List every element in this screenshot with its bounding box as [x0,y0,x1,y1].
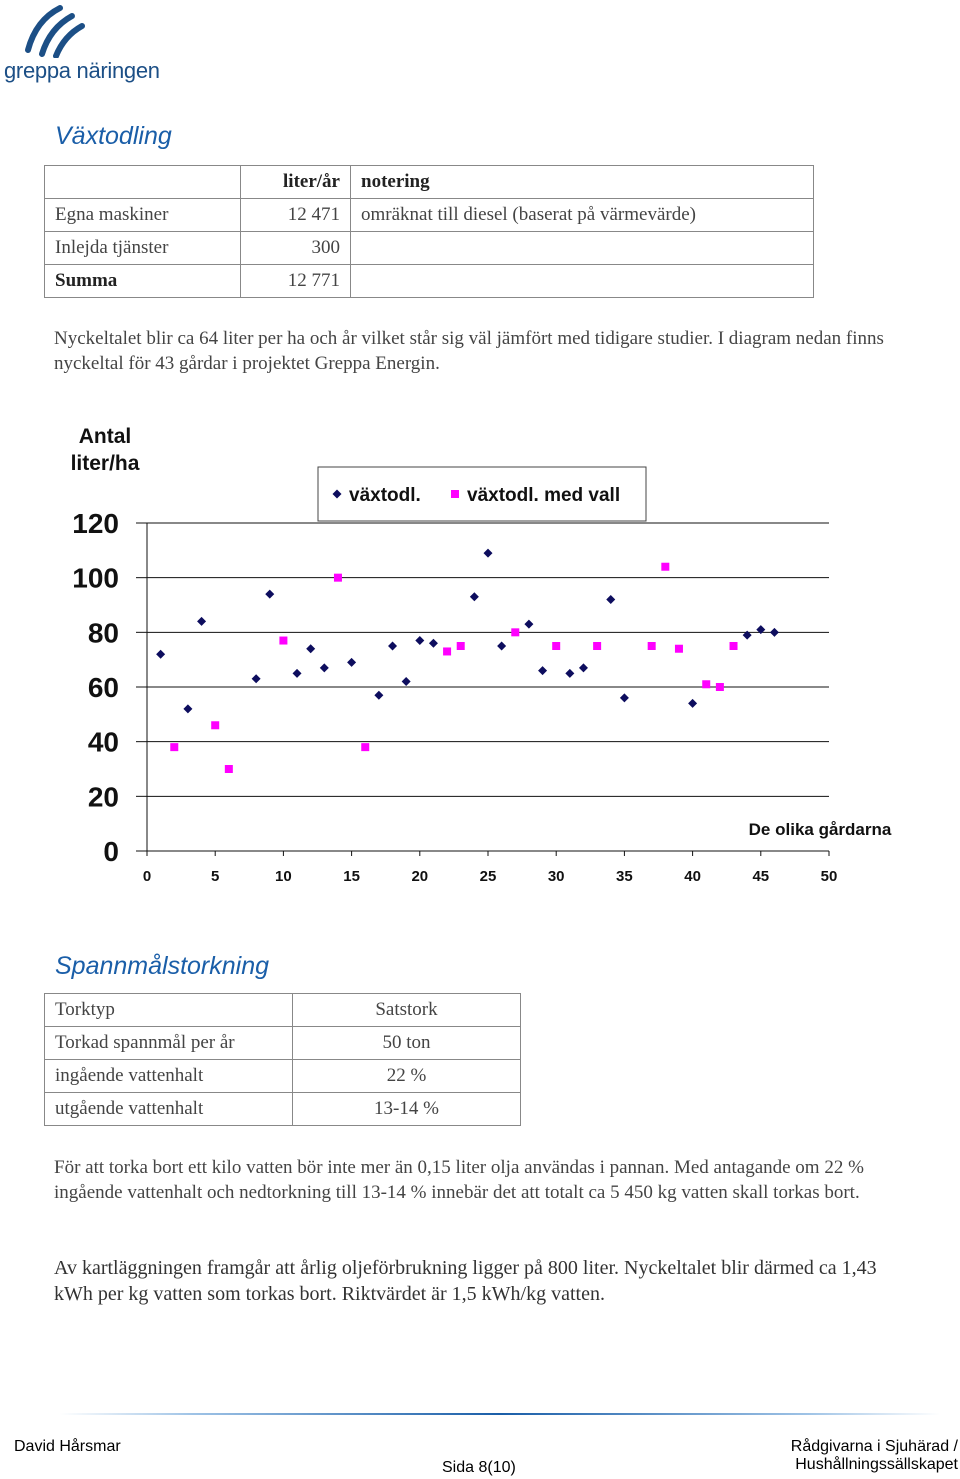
data-point-diamond [156,650,165,659]
y-axis-label: Antal [78,425,132,448]
data-point-square [648,642,656,650]
vaxtodling-table [44,165,814,298]
table-cell: 12 471 [241,199,351,232]
table-cell: Summa [45,265,241,298]
y-tick-label: 0 [103,836,119,867]
table-cell: 13-14 % [293,1093,521,1126]
data-point-diamond [484,549,493,558]
data-point-diamond [197,617,206,626]
table-cell: utgående vattenhalt [45,1093,293,1126]
table-cell: 300 [241,232,351,265]
table-row [45,199,814,232]
data-point-square [170,743,178,751]
table-header-row [45,166,814,199]
data-point-square [675,645,683,653]
table-header-cell: liter/år [241,166,351,199]
y-tick-label: 100 [72,562,119,594]
data-point-diamond [688,699,697,708]
data-point-diamond [606,595,615,604]
data-point-diamond [293,669,302,678]
data-point-diamond [265,590,274,599]
x-tick-label: 20 [411,868,429,885]
data-point-square [511,628,519,636]
data-point-diamond [415,636,424,645]
table-cell [45,166,241,199]
table-cell: 22 % [293,1060,521,1093]
table-row [45,1093,521,1126]
data-point-square [702,680,710,688]
data-point-diamond [620,693,629,702]
data-point-square [730,642,738,650]
data-point-square [279,637,287,645]
data-point-diamond [579,663,588,672]
data-point-square [552,642,560,650]
data-point-diamond [306,644,315,653]
legend-marker [451,490,459,498]
table-cell: 12 771 [241,265,351,298]
table-row [45,1060,521,1093]
footer-author: David Hårsmar [14,1438,121,1455]
x-tick-label: 10 [275,868,292,885]
legend [318,467,646,521]
data-point-square [593,642,601,650]
data-point-diamond [524,620,533,629]
footer-org-line: Hushållningssällskapet [795,1456,958,1473]
data-point-diamond [374,691,383,700]
data-point-square [361,743,369,751]
section-heading-vaxtodling: Växtodling [55,122,172,150]
torkning-paragraph: För att torka bort ett kilo vatten bör inte mer än 0,15 liter olja användas i pannan. Med antagande om 22 % ingående vattenhalt och nedtorkning till 13-14 % innebär det att totalt ca 5 450 kg vatten skall torkas bort. [54,1157,864,1203]
x-tick-label: 25 [479,868,497,885]
data-point-square [443,647,451,655]
data-point-diamond [470,592,479,601]
table-row [45,232,814,265]
table-cell [351,232,814,265]
x-tick-label: 5 [211,868,220,885]
legend-label: växtodl. [349,485,421,506]
section-heading-spannmalstorkning: Spannmålstorkning [55,952,270,980]
table-cell: Inlejda tjänster [45,232,241,265]
table-row [45,1027,521,1060]
table-row [45,265,814,298]
footer-divider [60,1413,940,1415]
data-point-square [457,642,465,650]
data-point-square [334,574,342,582]
logo [0,0,170,90]
data-point-diamond [429,639,438,648]
logo-text: greppa näringen [4,58,160,83]
x-tick-label: 35 [616,868,633,885]
data-point-diamond [252,674,261,683]
y-axis-label: liter/ha [70,452,140,475]
table-cell: omräknat till diesel (baserat på värmevärde) [351,199,814,232]
footer-org [791,1438,958,1474]
footer-page-number: Sida 8(10) [442,1459,516,1476]
x-tick-label: 0 [142,868,152,885]
table-header-cell: notering [351,166,814,199]
data-point-diamond [320,663,329,672]
table-cell: ingående vattenhalt [45,1060,293,1093]
data-point-square [225,765,233,773]
scatter-chart [0,410,960,900]
data-point-square [661,563,669,571]
vaxtodling-paragraph: Nyckeltalet blir ca 64 liter per ha och år vilket står sig väl jämfört med tidigare studier. I diagram nedan finns nyckeltal för 43 gårdar i projektet Greppa Energin. [54,328,884,374]
data-point-diamond [402,677,411,686]
table-row [45,994,521,1027]
data-point-square [716,683,724,691]
x-tick-label: 40 [684,868,701,885]
x-tick-label: 30 [547,868,565,885]
table-cell: Torktyp [45,994,293,1027]
table-cell: Torkad spannmål per år [45,1027,293,1060]
data-point-diamond [388,642,397,651]
table-cell: Egna maskiner [45,199,241,232]
data-point-square [211,721,219,729]
x-tick-label: 50 [820,868,838,885]
legend-label: växtodl. med vall [467,485,621,506]
data-point-diamond [770,628,779,637]
oljeforbrukning-paragraph: Av kartläggningen framgår att årlig oljeförbrukning ligger på 800 liter. Nyckeltalet blir därmed ca 1,43 kWh per kg vatten som torkas bort. Riktvärdet är 1,5 kWh/kg vatten. [54,1257,877,1305]
footer-org-line: Rådgivarna i Sjuhärad / [790,1438,958,1455]
table-cell: Satstork [293,994,521,1027]
y-tick-label: 80 [87,617,119,649]
data-point-diamond [347,658,356,667]
x-tick-label: 15 [343,868,360,885]
data-point-diamond [565,669,574,678]
table-cell [351,265,814,298]
x-tick-label: 45 [752,868,770,885]
spannmalstorkning-table [44,993,521,1126]
x-axis-label: De olika gårdarna [748,820,892,839]
data-point-diamond [183,704,192,713]
data-point-diamond [497,642,506,651]
y-tick-label: 20 [87,781,119,813]
data-point-diamond [538,666,547,675]
y-tick-label: 120 [72,508,119,539]
table-cell: 50 ton [293,1027,521,1060]
logo-mark-icon [20,2,90,58]
y-tick-label: 40 [87,726,119,758]
y-tick-label: 60 [87,672,119,703]
